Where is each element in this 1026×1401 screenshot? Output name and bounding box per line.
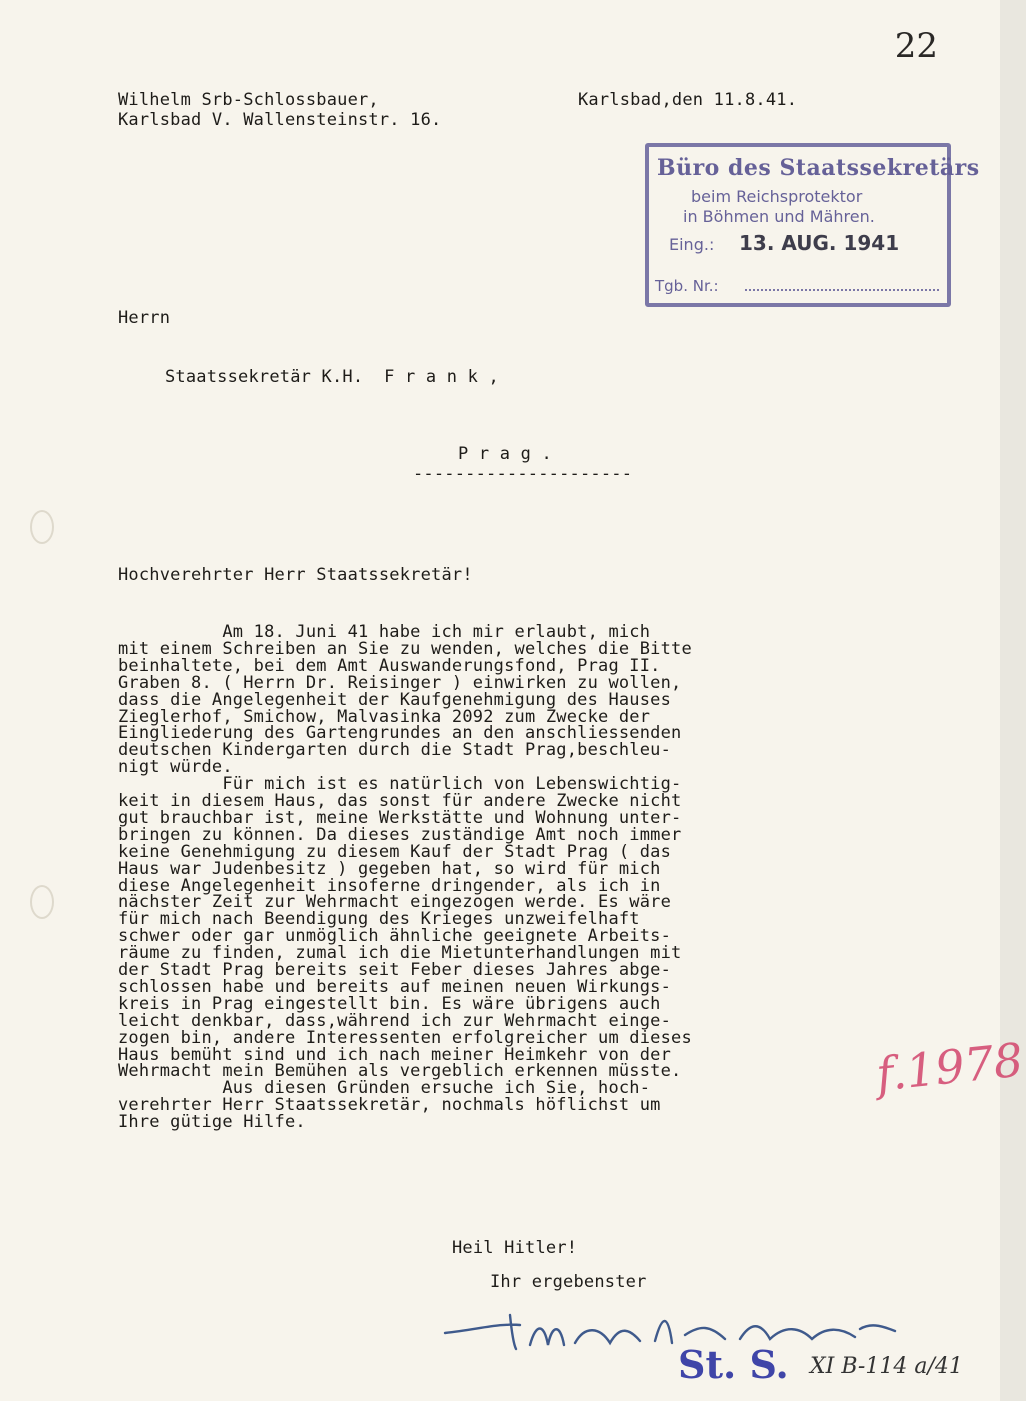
sender-name: Wilhelm Srb-Schlossbauer, [118, 90, 379, 110]
body-line: Für mich ist es natürlich von Lebenswichtig- [118, 774, 682, 795]
closing-heil: Heil Hitler! [452, 1238, 578, 1258]
body-line: beinhaltete, bei dem Amt Auswanderungsfond, Prag II. [118, 655, 661, 676]
closing-regards: Ihr ergebenster [490, 1272, 647, 1292]
stamp-office-line: in Böhmen und Mähren. [683, 207, 875, 226]
stamp-received-label: Eing.: [669, 235, 715, 254]
body-line: Haus bemüht sind und ich nach meiner Heimkehr von der [118, 1044, 672, 1065]
received-stamp [645, 143, 980, 307]
city-divider: --------------------- [413, 464, 633, 484]
red-pencil-note: f.1978 [873, 1032, 1026, 1102]
body-line: mit einem Schreiben an Sie zu wenden, welches die Bitte [118, 638, 692, 659]
body-line: Ihre gütige Hilfe. [118, 1112, 306, 1133]
place-date: Karlsbad,den 11.8.41. [578, 90, 798, 110]
body-line: Am 18. Juni 41 habe ich mir erlaubt, mich [118, 622, 651, 642]
stamp-office-line: Büro des Staatssekretärs [657, 155, 980, 181]
body-line: Haus war Judenbesitz ) gegeben hat, so wird für mich [118, 858, 661, 879]
punch-hole [30, 510, 54, 544]
stamp-tgb-label: Tgb. Nr.: [655, 277, 719, 295]
body-line: der Stadt Prag bereits seit Feber dieses Jahres abge- [118, 960, 672, 980]
page-number: 22 [894, 26, 938, 66]
body-line: dass die Angelegenheit der Kaufgenehmigung des Hauses [118, 689, 672, 710]
body-line: nigt würde. [118, 757, 233, 778]
body-line: Graben 8. ( Herrn Dr. Reisinger ) einwirken zu wollen, [118, 672, 682, 693]
body-line: räume zu finden, zumal ich die Mietunterhandlungen mit [118, 943, 682, 964]
recipient-city: P r a g . [458, 444, 552, 464]
body-line: zogen bin, andere Interessenten erfolgreicher um dieses [118, 1027, 692, 1048]
stamp-dotted-line [745, 289, 939, 291]
file-reference-number: XI B-114 a/41 [810, 1354, 963, 1379]
body-line: deutschen Kindergarten durch die Stadt Prag,beschleu- [118, 740, 672, 761]
body-line: leicht denkbar, dass,während ich zur Wehrmacht einge- [118, 1010, 672, 1031]
body-line: verehrter Herr Staatssekretär, nochmals höflichst um [118, 1095, 661, 1116]
body-line: für mich nach Beendigung des Krieges unzweifelhaft [118, 909, 640, 930]
body-line: keine Genehmigung zu diesem Kauf der Stadt Prag ( das [118, 841, 672, 862]
file-reference-stamp: St. S. [678, 1342, 789, 1387]
body-line: nächster Zeit zur Wehrmacht eingezogen werde. Es wäre [118, 892, 672, 913]
body-line: kreis in Prag eingestellt bin. Es wäre übrigens auch [118, 993, 661, 1014]
body-line: Eingliederung des Gartengrundes an den anschliessenden [118, 723, 682, 744]
body-line: Aus diesen Gründen ersuche ich Sie, hoch- [118, 1078, 651, 1099]
body-line: keit in diesem Haus, das sonst für andere Zwecke nicht [118, 791, 682, 811]
body-line: diese Angelegenheit insoferne dringender, als ich in [118, 875, 661, 896]
recipient-name: Staatssekretär K.H. F r a n k , [165, 367, 499, 387]
body-line: schwer oder gar unmöglich ähnliche geeignete Arbeits- [118, 926, 672, 947]
recipient-salutation: Herrn [118, 308, 171, 328]
body-line: Wehrmacht mein Bemühen als vergeblich erkennen müsste. [118, 1061, 682, 1082]
punch-hole [30, 885, 54, 919]
stamp-received-date: 13. AUG. 1941 [739, 231, 900, 255]
sender-address: Karlsbad V. Wallensteinstr. 16. [118, 110, 442, 130]
body-line: schlossen habe und bereits auf meinen neuen Wirkungs- [118, 976, 672, 997]
stamp-office-line: beim Reichsprotektor [691, 187, 863, 206]
body-line: Zieglerhof, Smichow, Malvasinka 2092 zum Zwecke der [118, 706, 651, 727]
body-line: bringen zu können. Da dieses zuständige Amt noch immer [118, 824, 682, 845]
body-line: gut brauchbar ist, meine Werkstätte und Wohnung unter- [118, 807, 682, 828]
greeting: Hochverehrter Herr Staatssekretär! [118, 565, 473, 585]
